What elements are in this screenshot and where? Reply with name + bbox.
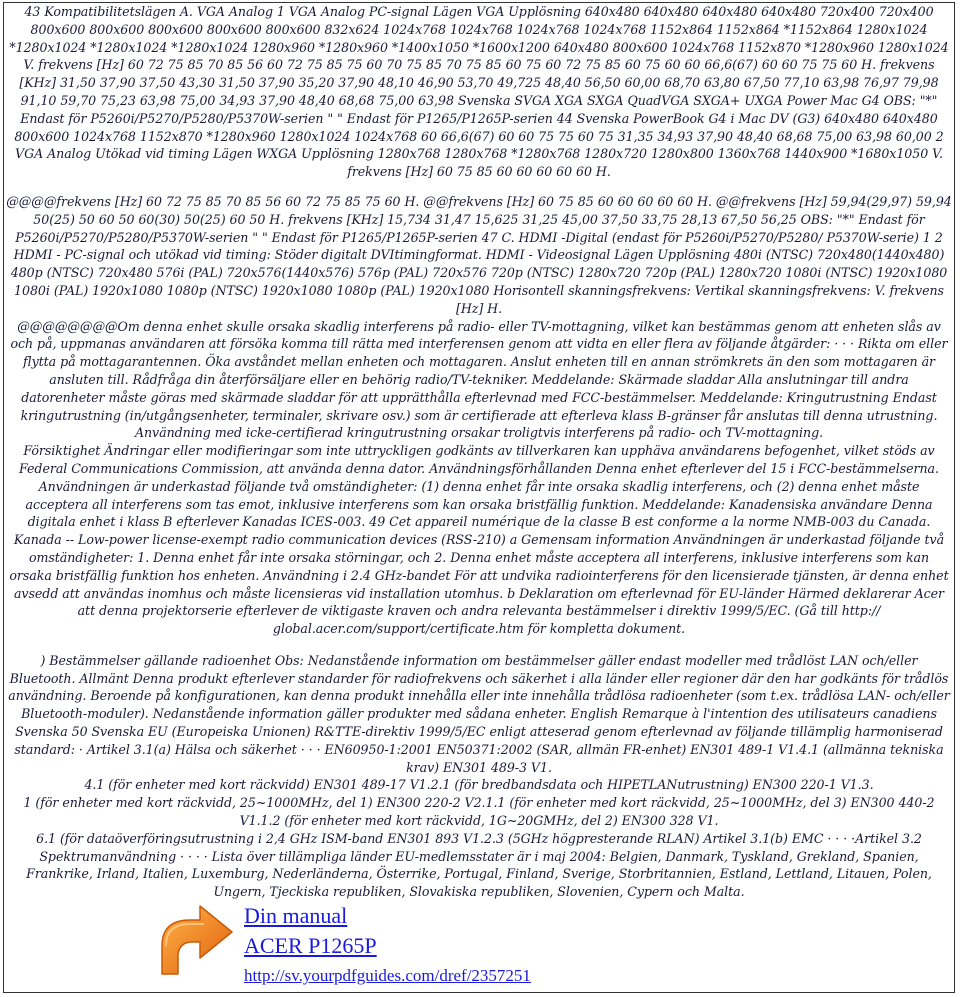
caution-paragraph: Försiktighet Ändringar eller modifieringar som inte uttryckligen godkänts av tillverkaren kan upphäva användarens befogenhet, vilket stöds av Federal Communications Commission, att använda denna dator. Användningsförhållanden Denna enhet efterlever del 15 i FCC-bestämmelserna. Användningen är underkastad följande två omständigheter: (1) denna enhet får inte orsaka skadlig interferens, och (2) denna enhet måste acceptera all interferens som tas emot, inklusive interferens som kan orsaka bristfällig funktion. Meddelande: Kanadensiska användare Denna digitala enhet i klass B efterlever Kanadas ICES-003. 49 Cet appareil numérique de la classe B est conforme a la norme NMB-003 du Canada. xyxy=(19,443,939,530)
document-body xyxy=(6,3,952,901)
hdmi-modes-paragraph: @@@@frekvens [Hz] 60 72 75 85 70 85 56 60 72 75 85 75 60 H. @@frekvens [Hz] 60 75 85 60 60 60 60 60 H. @@frekvens [Hz] 59,94(29,97) 59,94 50(25) 50 60 50 60(30) 50(25) 60 50 H. frekvens [KHz] 15,734 31,47 15,625 31,25 45,00 37,50 33,75 28,13 67,50 56,25 OBS: "*" Endast för P5260i/P5270/P5280/P5370W-serien " " Endast för P1265/P1265P-serien 47 C. HDMI -Digital (endast för P5260i/P5270/P5280/ P5370W-serie) 1 2 HDMI - PC-signal och utökad vid timing: Stöder digitalt DVItimingformat. HDMI - Videosignal Lägen Upplösning 480i (NTSC) 720x480(1440x480) 480p (NTSC) 720x480 576i (PAL) 720x576(1440x576) 576p (PAL) 720x576 720p (NTSC) 1280x720 720p (PAL) 1280x720 1080i (NTSC) 1920x1080 1080i (PAL) 1920x1080 1080p (NTSC) 1920x1080 1080p (PAL) 1920x1080 Horisontell skanningsfrekvens: Vertikal skanningsfrekvens: V. frekvens [Hz] H. xyxy=(6,193,952,316)
en301-paragraph: 4.1 (för enheter med kort räckvidd) EN301 489-17 V1.2.1 (för bredbandsdata och HIPETLANutrustning) EN300 220-1 V1.3. xyxy=(84,777,874,793)
footer-links xyxy=(156,898,596,994)
compat-modes-paragraph: 43 Kompatibilitetslägen A. VGA Analog 1 VGA Analog PC-signal Lägen VGA Upplösning 640x480 640x480 640x480 640x480 720x400 720x400 800x600 800x600 800x600 800x600 800x600 832x624 1024x768 1024x768 1024x768 1024x768 1152x864 1152x864 *1152x864 1280x1024 *1280x1024 *1280x1024 *1280x1024 1280x960 *1280x960 *1400x1050 *1600x1200 640x480 800x600 1024x768 1152x870 *1280x960 1280x1024 V. frekvens [Hz] 60 72 75 85 70 85 56 60 72 75 85 75 60 70 75 85 70 75 85 60 75 60 72 75 85 60 75 60 60 66,6(67) 60 60 75 75 60 H. frekvens [KHz] 31,50 37,90 37,50 43,30 31,50 37,90 35,20 37,90 48,10 46,90 53,70 49,725 48,40 56,50 60,00 68,70 63,80 67,50 77,10 63,98 76,97 79,98 91,10 59,70 75,23 63,98 75,00 34,93 37,90 48,40 68,68 75,00 63,98 Svenska SVGA XGA SXGA QuadVGA SXGA+ UXGA Power Mac G4 OBS: "*" Endast för P5260i/P5270/P5280/P5370W-serien " " Endast för P1265/P1265P-serien 44 Svenska PowerBook G4 i Mac DV (G3) 640x480 640x480 800x600 1024x768 1152x870 *1280x960 1280x1024 1024x768 60 66,6(67) 60 60 75 75 60 75 31,35 34,93 37,90 48,40 68,68 75,00 63,98 60,00 2 VGA Analog Utökad vid timing Lägen WXGA Upplösning 1280x768 1280x768 *1280x768 1280x720 1280x800 1360x768 1440x900 *1680x1050 V. frekvens [Hz] 60 75 85 60 60 60 60 60 H. xyxy=(9,4,949,180)
en300-paragraph: 1 (för enheter med kort räckvidd, 25~1000MHz, del 1) EN300 220-2 V2.1.1 (för enheter med kort räckvidd, 25~1000MHz, del 3) EN300 440-2 V1.1.2 (för enheter med kort räckvidd, 1G~20GMHz, del 2) EN300 328 V1. xyxy=(23,795,935,829)
eu-countries-paragraph: 6.1 (för dataöverföringsutrustning i 2,4 GHz ISM-band EN301 893 V1.2.3 (5GHz högpresterande RLAN) Artikel 3.1(b) EMC · · · ·Artikel 3.2 Spektrumanvändning · · · · Lista över tillämpliga länder EU-medlemsstater är i maj 2004: Belgien, Danmark, Tyskland, Grekland, Spanien, Frankrike, Irland, Italien, Luxemburg, Nederländerna, Österrike, Portugal, Finland, Sverige, Storbritannien, Estland, Lettland, Litauen, Polen, Ungern, Tjeckiska republiken, Slovakiska republiken, Slovenien, Cypern och Malta. xyxy=(26,830,932,900)
arrow-icon xyxy=(156,902,238,982)
interference-paragraph: @@@@@@@@Om denna enhet skulle orsaka skadlig interferens på radio- eller TV-mottagning, vilket kan bestämmas genom att enheten slås av och på, uppmanas användaren att försöka komma till rätta med interferensen genom att vidta en eller flera av följande åtgärder: · · · Rikta om eller flytta på mottagarantennen. Öka avståndet mellan enheten och mottagaren. Anslut enheten till en annan strömkrets än den som mottagaren är ansluten till. Rådfråga din återförsäljare eller en behörig radio/TV-tekniker. Meddelande: Skärmade sladdar Alla anslutningar till andra datorenheter måste göras med skärmade sladdar för att upprätthålla efterlevnad med FCC-bestämmelser. Meddelande: Kringutrustning Endast kringutrustning (in/utgångsenheter, terminaler, skrivare osv.) som är certifierade att efterleva klass B-gränser får anslutas till denna utrustning. Användning med icke-certifierad kringutrustning orsakar troligtvis interferens på radio- och TV-mottagning. xyxy=(10,318,948,441)
manual-link[interactable]: Din manual xyxy=(244,903,348,928)
radio-regulations-paragraph: ) Bestämmelser gällande radioenhet Obs: Nedanstående information om bestämmelser gäller endast modeller med trådlöst LAN och/eller Bluetooth. Allmänt Denna produkt efterlever standarder för radiofrekvens och säkerhet i alla länder eller regioner där den har godkänts för trådlös användning. Beroende på konfigurationen, kan denna produkt innehålla eller inte innehålla trådlösa radioenheter (som t.ex. trådlösa LAN- och/eller Bluetooth-moduler). Nedanstående information gäller produkter med sådana enheter. English Remarque à l'intention des utilisateurs canadiens Svenska 50 Svenska EU (Europeiska Unionen) R&TTE-direktiv 1999/5/EC enligt atteserad genom efterlevnad av följande tillämplig harmoniserad standard: · Artikel 3.1(a) Hälsa och säkerhet · · · EN60950-1:2001 EN50371:2002 (SAR, allmän FR-enhet) EN301 489-1 V1.4.1 (allmänna tekniska krav) EN301 489-3 V1. xyxy=(8,652,950,775)
canada-eu-paragraph: Kanada -- Low-power license-exempt radio communication devices (RSS-210) a Gemensam information Användningen är underkastad följande två omständigheter: 1. Denna enhet får inte orsaka störningar, och 2. Denna enhet måste acceptera all interferens, inklusive interferens som kan orsaka bristfällig funktion hos enheten. Användning i 2.4 GHz-bandet För att undvika radiointerferens för den licensierade tjänsten, är denna enhet avsedd att användas inomhus och måste licensieras vid installation utomhus. b Deklaration om efterlevnad för EU-länder Härmed deklarerar Acer att denna projektorserie efterlever de viktigaste kraven och andra relevanta bestämmelser i direktiv 1999/5/EC. (Gå till http:// global.acer.com/support/certificate.htm för kompletta dokument. xyxy=(9,532,949,637)
url-link[interactable]: http://sv.yourpdfguides.com/dref/2357251 xyxy=(244,966,531,985)
link-group xyxy=(244,901,531,989)
product-link[interactable]: ACER P1265P xyxy=(244,933,377,958)
